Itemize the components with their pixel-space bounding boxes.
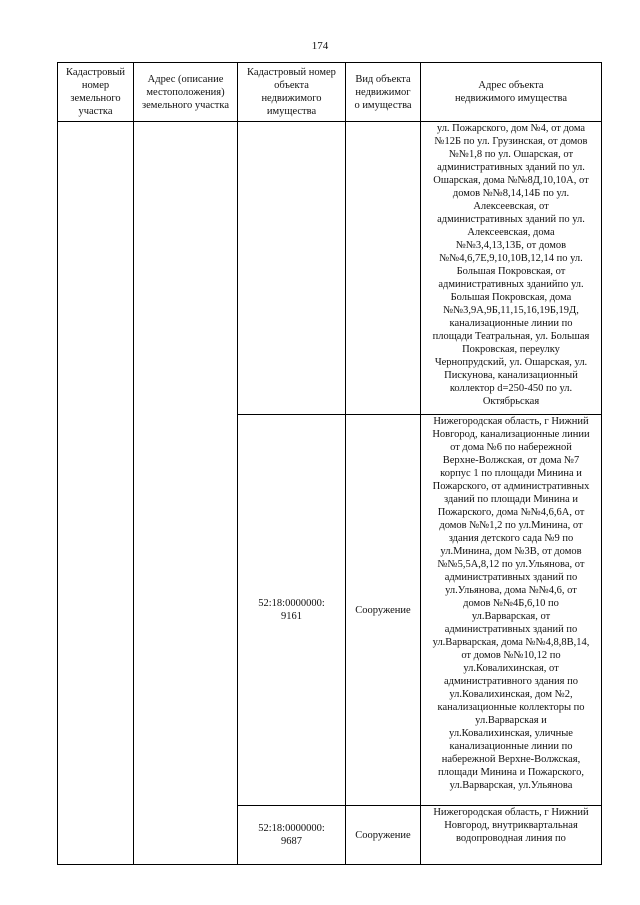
- address-line: ул. Пожарского, дом №4, от дома: [436, 123, 586, 134]
- object-type-cell: [346, 806, 421, 865]
- address-line: площади Минина и Пожарского,: [438, 767, 584, 778]
- address-line: зданий по площади Минина и: [443, 494, 579, 505]
- address-line: коллектор d=250-450 по ул.: [449, 383, 573, 394]
- address-line: административных зданий по: [444, 572, 578, 583]
- address-line: №№1,8 по ул. Ошарская, от: [448, 149, 574, 160]
- header-line: Адрес объекта: [478, 80, 544, 91]
- table-row: [58, 122, 602, 415]
- address-line: домов №№4Б,6,10 по: [463, 598, 559, 609]
- address-line: набережной Верхне-Волжская,: [441, 754, 581, 765]
- header-object-cadastral-number: [238, 63, 346, 122]
- cadastral-number-line: 52:18:0000000:: [258, 823, 325, 834]
- object-address-cell: [421, 806, 602, 865]
- address-line: ул.Ковалихинская, уличные: [449, 728, 573, 739]
- object-address-cell: [421, 415, 602, 806]
- address-line: канализационные коллекторы по: [437, 702, 585, 713]
- property-registry-table: [57, 62, 602, 865]
- address-line: ул.Варварская, дома №№4,8,8В,14,: [432, 637, 590, 648]
- cadastral-number-line: 52:18:0000000:: [258, 598, 325, 609]
- header-line: Вид объекта: [355, 73, 411, 85]
- address-line: Октябрьская: [482, 396, 540, 407]
- header-line: земельного участка: [142, 99, 229, 111]
- address-line: №№4,6,7Е,9,10,10В,12,14 по ул.: [439, 253, 583, 264]
- address-line: Новгород, канализационные линии: [432, 429, 590, 440]
- address-line: Пискунова, канализационный: [444, 370, 578, 381]
- object-cadastral-number-cell: [238, 122, 346, 415]
- address-line: ул.Ковалихинская, от: [463, 663, 559, 674]
- cadastral-number-line: 9687: [281, 836, 302, 847]
- address-line: Нижегородская область, г Нижний: [433, 416, 589, 427]
- address-line: Пожарского, дома №№4,6,6А, от: [437, 507, 585, 518]
- address-line: Пожарского, от административных: [432, 481, 590, 492]
- address-line: домов №№1,2 по ул.Минина, от: [439, 520, 583, 531]
- header-line: недвижимого имущества: [455, 93, 567, 104]
- address-line: административных зданий по: [444, 624, 578, 635]
- object-cadastral-number-cell: [238, 415, 346, 806]
- address-line: от домов №№10,12 по: [461, 650, 561, 661]
- address-line: административных зданий по ул.: [437, 214, 585, 225]
- address-line: Большая Покровская, от: [456, 266, 566, 277]
- address-line: административных зданийпо ул.: [438, 279, 584, 290]
- header-object-address: [421, 63, 602, 122]
- header-line: недвижимого: [261, 93, 322, 104]
- address-line: Алексеевская, дома: [467, 227, 555, 238]
- object-type-cell: [346, 122, 421, 415]
- header-land-cadastral-number: [58, 63, 134, 122]
- address-line: домов №№8,14,14Б по ул.: [452, 188, 570, 199]
- address-line: №№3,9А,9Б,11,15,16,19Б,19Д,: [443, 305, 579, 316]
- land-cadastral-number-cell: [58, 122, 134, 865]
- header-line: имущества: [266, 106, 317, 117]
- address-line: ул.Варварская, ул.Ульянова: [449, 780, 573, 791]
- address-line: ул.Варварская, от: [471, 611, 551, 622]
- object-type-text: Сооружение: [355, 604, 411, 616]
- header-line: участка: [78, 106, 113, 117]
- cadastral-number-line: 9161: [281, 611, 302, 622]
- address-line: ул.Минина, дом №3В, от домов: [440, 546, 582, 557]
- address-line: канализационные линии по: [449, 318, 573, 329]
- address-line: водопроводная линия по: [456, 833, 566, 844]
- header-object-type: [346, 63, 421, 122]
- address-line: ул.Ковалихинская, дом №2,: [449, 689, 573, 700]
- header-line: о имущества: [354, 99, 412, 111]
- address-line: Алексеевская, от: [473, 201, 549, 212]
- address-line: канализационные линии по: [449, 741, 573, 752]
- header-line: местоположения): [146, 86, 225, 98]
- header-line: недвижимог: [355, 86, 411, 98]
- object-type-cell: [346, 415, 421, 806]
- table-header-row: [58, 63, 602, 122]
- address-line: корпус 1 по площади Минина и: [440, 468, 582, 479]
- address-line: №№5,5А,8,12 по ул.Ульянова, от: [437, 559, 585, 570]
- address-line: Большая Покровская, дома: [450, 292, 572, 303]
- object-type-text: Сооружение: [355, 829, 411, 841]
- address-line: ул.Ульянова, дома №№4,6, от: [445, 585, 577, 596]
- address-line: административного здания по: [444, 676, 578, 687]
- header-line: объекта: [274, 80, 309, 91]
- header-line: Адрес (описание: [147, 73, 224, 85]
- header-line: Кадастровый номер: [247, 67, 336, 78]
- page-number: 174: [311, 40, 329, 52]
- land-address-cell: [134, 122, 238, 865]
- address-line: №№3,4,13,13Б, от домов: [455, 240, 567, 251]
- address-line: Новгород, внутриквартальная: [444, 820, 578, 831]
- address-line: здания детского сада №9 по: [448, 533, 574, 544]
- address-line: Покровская, переулку: [462, 344, 560, 355]
- header-line: земельного: [70, 93, 121, 104]
- address-line: Верхне-Волжская, от дома №7: [442, 455, 580, 466]
- address-line: Нижегородская область, г Нижний: [433, 807, 589, 818]
- address-line: от дома №6 по набережной: [450, 442, 572, 453]
- address-line: Ошарская, дома №№8Д,10,10А, от: [433, 175, 589, 186]
- address-line: административных зданий по ул.: [437, 162, 585, 173]
- header-line: номер: [81, 80, 110, 91]
- header-line: Кадастровый: [65, 67, 126, 78]
- address-line: площади Театральная, ул. Большая: [432, 331, 590, 342]
- object-address-cell: [421, 122, 602, 415]
- header-land-address: [134, 63, 238, 122]
- address-line: №12Б по ул. Грузинская, от домов: [434, 136, 588, 147]
- address-line: Чернопрудский, ул. Ошарская, ул.: [434, 357, 588, 368]
- address-line: ул.Варварская и: [475, 715, 547, 726]
- object-cadastral-number-cell: [238, 806, 346, 865]
